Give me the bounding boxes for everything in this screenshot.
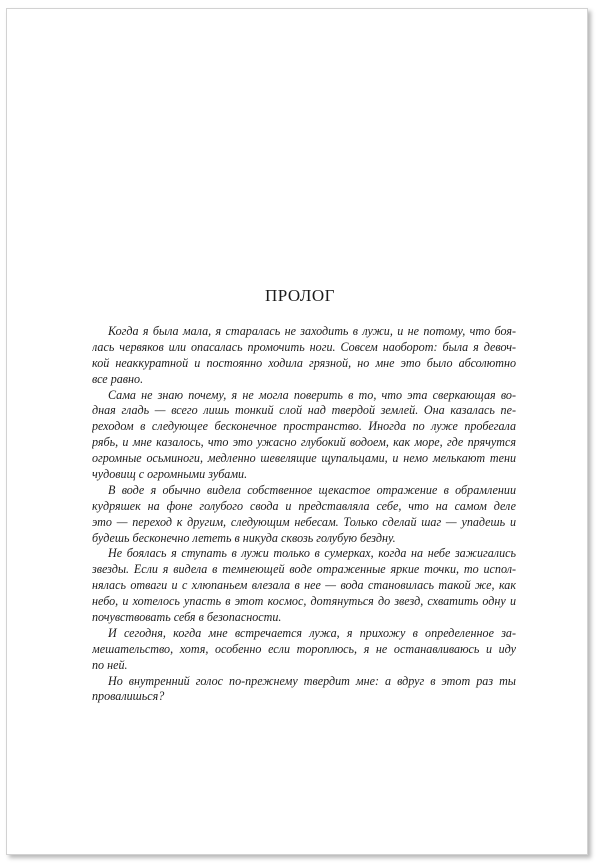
text-line: по ней. [92,657,128,672]
text-line: Сама не знаю почему, я не могла поверить в то, что эта сверкающая во- [108,387,516,402]
text-line: Не боялась я ступать в лужи только в сумерках, когда на небе зажигались [108,546,516,561]
text-line: чудовищ с огромными зубами. [92,467,248,482]
text-line: звезды. Если я видела в темнеющей воде отраженные яркие точки, то испол- [92,562,516,577]
text-line: небо, и хотелось упасть в этот космос, дотянуться до звезд, схватить одну и [92,594,516,609]
text-line: И сегодня, когда мне встречается лужа, я прихожу в определенное за- [108,625,516,640]
text-line: кой неаккуратной и постоянно ходила грязной, но мне это было абсолютно [92,355,516,370]
text-line: нялась отваги и с хлюпаньем влезала в нее — вода становилась такой же, как [92,578,516,593]
text-line: реходом в следующее бесконечное пространство. Иногда по луже пробегала [92,419,516,434]
text-line: кудряшек на фоне голубого свода и представляла себе, что на самом деле [92,498,516,513]
paragraph [92,674,516,706]
chapter-title: ПРОЛОГ [264,286,335,305]
paragraph [92,546,516,625]
text-line: провалишься? [92,689,165,704]
prologue-text [92,324,516,705]
text-line: лась червяков или опасалась промочить ноги. Совсем наоборот: была я девоч- [92,339,516,354]
paragraph [92,388,516,483]
paragraph [92,483,516,547]
text-line: все равно. [92,371,144,386]
text-line: почувствовать себя в безопасности. [92,610,282,625]
text-line: дная гладь — всего лишь тонкий слой над твердой землей. Она казалась пе- [92,403,516,418]
text-line: огромные осьминоги, медленно шевелящие щупальцами, и немо мелькают тени [92,451,516,466]
text-line: Но внутренний голос по-прежнему твердит мне: а вдруг в этот раз ты [108,673,516,688]
paragraph [92,626,516,674]
text-line: рябь, и мне казалось, что это ужасно глубокий водоем, как море, где прячутся [92,435,516,450]
text-line: это — переход к другим, следующим небесам. Только сделай шаг — упадешь и [92,514,516,529]
text-line: будешь бесконечно лететь в никуда сквозь голубую бездну. [92,530,396,545]
text-line: мешательство, хотя, особенно если тороплюсь, я не останавливаюсь и иду [92,641,516,656]
text-line: Когда я была мала, я старалась не заходить в лужи, и не потому, что боя- [108,324,516,338]
text-line: В воде я обычно видела собственное щекастое отражение в обрамлении [108,482,516,497]
paragraph [92,324,516,388]
